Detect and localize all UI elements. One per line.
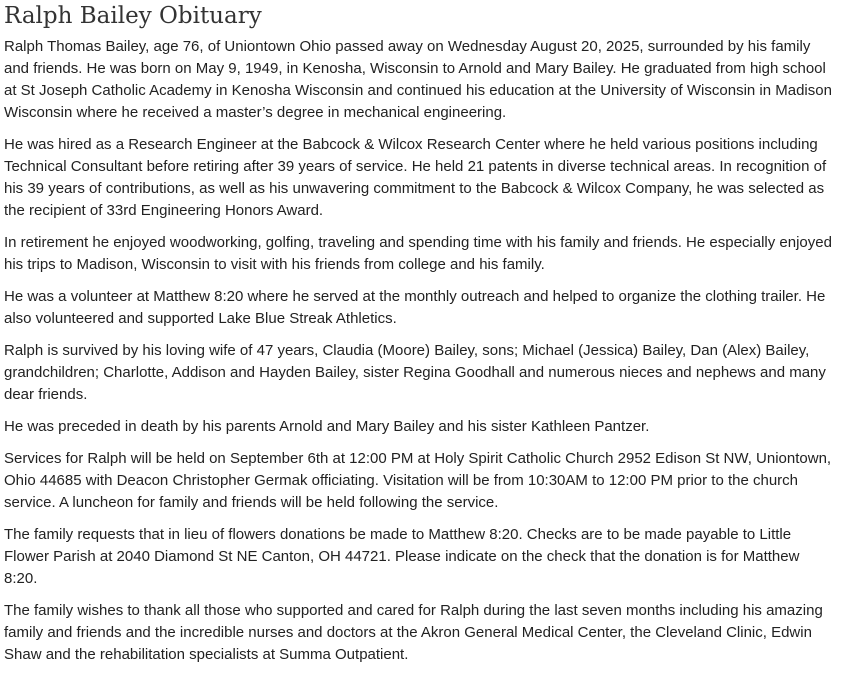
page-title: Ralph Bailey Obituary <box>4 3 262 29</box>
paragraph-donations: The family requests that in lieu of flowers donations be made to Matthew 8:20. Checks are to be made payable to Little Flower Parish at 2040 Diamond St NE Canton, OH 44721. Please indicate on the check that the donation is for Matthew 8:20. <box>4 526 800 587</box>
obituary-article <box>4 0 836 676</box>
paragraph-life-summary: Ralph Thomas Bailey, age 76, of Uniontown Ohio passed away on Wednesday August 20, 2025, surrounded by his family and friends. He was born on May 9, 1949, in Kenosha, Wisconsin to Arnold and Mary Bailey. He graduated from high school at St Joseph Catholic Academy in Kenosha Wisconsin and continued his education at the University of Wisconsin in Madison Wisconsin where he received a master’s degree in mechanical engineering. <box>4 38 832 121</box>
article-body <box>4 36 836 666</box>
paragraph-thanks: The family wishes to thank all those who supported and cared for Ralph during the last seven months including his amazing family and friends and the incredible nurses and doctors at the Akron General Medical Center, the Cleveland Clinic, Edwin Shaw and the rehabilitation specialists at Summa Outpatient. <box>4 602 823 663</box>
paragraph-preceded: He was preceded in death by his parents Arnold and Mary Bailey and his sister Kathleen Pantzer. <box>4 418 650 435</box>
paragraph-volunteering: He was a volunteer at Matthew 8:20 where he served at the monthly outreach and helped to organize the clothing trailer. He also volunteered and supported Lake Blue Streak Athletics. <box>4 288 826 327</box>
paragraph-retirement: In retirement he enjoyed woodworking, golfing, traveling and spending time with his family and friends. He especially enjoyed his trips to Madison, Wisconsin to visit with his friends from college and his family. <box>4 234 832 273</box>
paragraph-career: He was hired as a Research Engineer at the Babcock & Wilcox Research Center where he held various positions including Technical Consultant before retiring after 39 years of service. He held 21 patents in diverse technical areas. In recognition of his 39 years of contributions, as well as his unwavering commitment to the Babcock & Wilcox Company, he was selected as the recipient of 33rd Engineering Honors Award. <box>4 136 827 219</box>
paragraph-services: Services for Ralph will be held on September 6th at 12:00 PM at Holy Spirit Catholic Church 2952 Edison St NW, Uniontown, Ohio 44685 with Deacon Christopher Germak officiating. Visitation will be from 10:30AM to 12:00 PM prior to the church service. A luncheon for family and friends will be held following the service. <box>4 450 832 511</box>
paragraph-survivors: Ralph is survived by his loving wife of 47 years, Claudia (Moore) Bailey, sons; Michael (Jessica) Bailey, Dan (Alex) Bailey, grandchildren; Charlotte, Addison and Hayden Bailey, sister Regina Goodhall and numerous nieces and nephews and many dear friends. <box>4 342 826 403</box>
